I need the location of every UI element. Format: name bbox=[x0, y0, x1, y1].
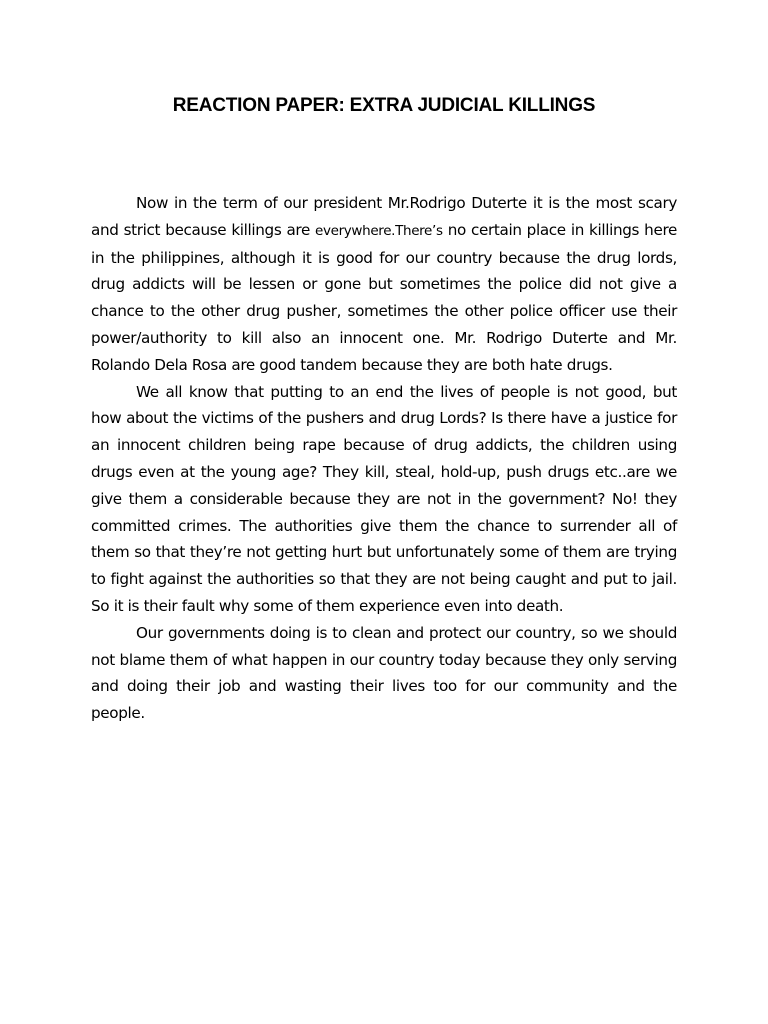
paragraph-1-inline-word: everywhere.There’s bbox=[315, 222, 443, 239]
paragraph-1-text-start: Now in the term of our president Mr.Rodrigo Duterte it is the most scary and strict because killings are bbox=[91, 194, 677, 239]
document-body bbox=[91, 190, 677, 727]
paragraph-1-text-end: no certain place in killings here in the philippines, although it is good for our country because the drug lords, drug addicts will be lessen or gone but sometimes the police did not give a chance to the other drug pusher, sometimes the other police officer use their power/authority to kill also an innocent one. Mr. Rodrigo Duterte and Mr. Rolando Dela Rosa are good tandem because they are both hate drugs. bbox=[91, 220, 677, 374]
paragraph-1 bbox=[91, 190, 677, 379]
paragraph-3: Our governments doing is to clean and protect our country, so we should not blame them of what happen in our country today because they only serving and doing their job and wasting their lives too for our community and the people. bbox=[91, 623, 677, 723]
document-title: REACTION PAPER: EXTRA JUDICIAL KILLINGS bbox=[172, 95, 596, 116]
paragraph-2: We all know that putting to an end the lives of people is not good, but how about the victims of the pushers and drug Lords? Is there have a justice for an innocent children being rape because of drug addicts, the children using drugs even at the young age? They kill, steal, hold-up, push drugs etc..are we give them a considerable because they are not in the government? No! they committed crimes. The authorities give them the chance to surrender all of them so that they’re not getting hurt but unfortunately some of them are trying to fight against the authorities so that they are not being caught and put to jail. So it is their fault why some of them experience even into death. bbox=[91, 382, 677, 615]
